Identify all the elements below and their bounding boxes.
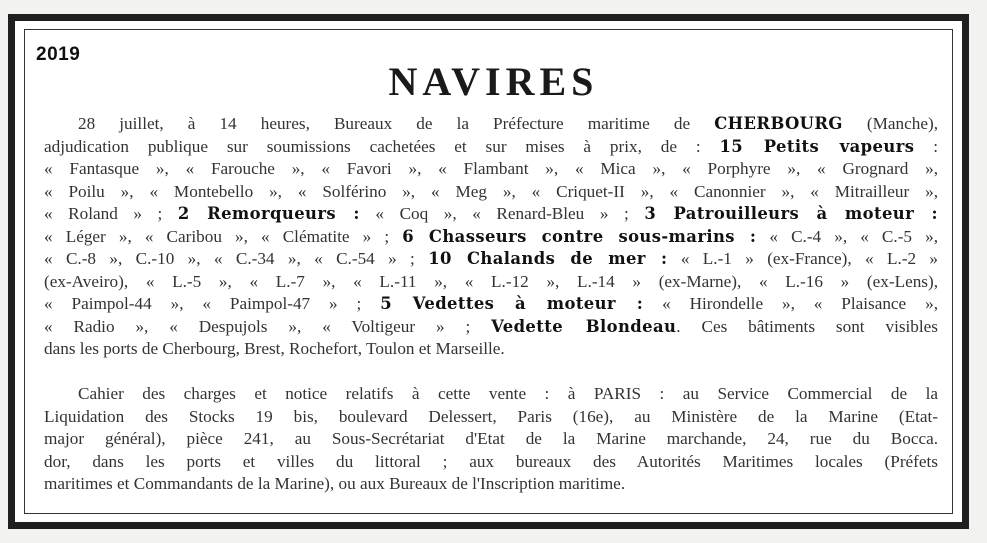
text-run: adjudication publique sur soumissions cachetées et sur mises à prix, de : <box>44 136 720 156</box>
text-run: « Paimpol-44 », « Paimpol-47 » ; <box>44 294 381 313</box>
notice-reference-number: 2019 <box>36 44 81 65</box>
text-run: : <box>914 136 938 156</box>
text-run: « Roland » ; <box>44 204 178 223</box>
text-line <box>44 136 938 159</box>
text-line <box>44 203 938 226</box>
text-run: « Fantasque », « Farouche », « Favori », « Flambant », « Mica », « Porphyre », « Grognard », <box>44 159 938 178</box>
text-run: « Hirondelle », « Plaisance », <box>643 294 938 313</box>
text-run: « Poilu », « Montebello », « Solférino », « Meg », « Criquet-II », « Canonnier », « Mitrailleur », <box>44 181 938 201</box>
text-line <box>44 406 938 429</box>
bold-text-run: Vedette Blondeau <box>491 316 677 336</box>
text-line <box>44 113 938 136</box>
text-run: 28 juillet, à 14 heures, Bureaux de la Préfecture maritime de <box>78 114 715 133</box>
text-line <box>44 428 938 451</box>
text-line <box>44 293 938 316</box>
text-run: dor, dans les ports et villes du littoral ; aux bureaux des Autorités Maritimes locales (Préfets <box>44 451 938 471</box>
text-line <box>44 158 938 181</box>
text-line <box>44 271 938 294</box>
text-run: maritimes et Commandants de la Marine), ou aux Bureaux de l'Inscription maritime. <box>44 474 626 493</box>
paragraph-ship-list <box>44 113 938 361</box>
text-run: (Manche), <box>842 114 938 133</box>
text-line <box>44 316 938 339</box>
text-line <box>44 383 938 406</box>
text-line <box>44 181 938 204</box>
paragraph-specifications <box>44 383 938 496</box>
text-run: dans les ports de Cherbourg, Brest, Rochefort, Toulon et Marseille. <box>44 339 505 358</box>
text-line <box>44 248 938 271</box>
text-run: . Ces bâtiments sont visibles <box>676 316 938 336</box>
text-line <box>44 451 938 474</box>
text-run: « Radio », « Despujols », « Voltigeur » ; <box>44 316 492 336</box>
text-run: Liquidation des Stocks 19 bis, boulevard Delessert, Paris (16e), au Ministère de la Marine (Etat- <box>44 406 938 426</box>
text-line <box>44 226 938 249</box>
text-run: « Léger », « Caribou », « Clématite » ; <box>44 226 403 246</box>
text-run: « C.-4 », « C.-5 », <box>756 226 939 246</box>
text-run: « L.-1 » (ex-France), « L.-2 » <box>667 249 939 268</box>
text-line <box>44 338 938 361</box>
bold-text-run: 2 Remorqueurs : <box>177 204 360 223</box>
notice-title: NAVIRES <box>388 59 599 104</box>
bold-text-run: 10 Chalands de mer : <box>428 249 668 268</box>
text-run: (ex-Aveiro), « L.-5 », « L.-7 », « L.-11 », « L.-12 », L.-14 » (ex-Marne), « L.-16 » (ex-Lens), <box>44 271 938 291</box>
text-run: « C.-8 », C.-10 », « C.-34 », « C.-54 » ; <box>44 249 429 268</box>
bold-text-run: 6 Chasseurs contre sous-marins : <box>402 226 757 246</box>
bold-text-run: CHERBOURG <box>714 114 843 133</box>
text-run: « Coq », « Renard-Bleu » ; <box>359 204 645 223</box>
bold-text-run: 15 Petits vapeurs <box>719 136 915 156</box>
text-run: major général), pièce 241, au Sous-Secrétariat d'Etat de la Marine marchande, 24, rue du Bocca. <box>44 429 938 448</box>
bold-text-run: 3 Patrouilleurs à moteur : <box>644 204 938 223</box>
text-run: Cahier des charges et notice relatifs à cette vente : à PARIS : au Service Commercial de la <box>78 384 938 403</box>
text-line <box>44 473 938 496</box>
bold-text-run: 5 Vedettes à moteur : <box>380 294 644 313</box>
